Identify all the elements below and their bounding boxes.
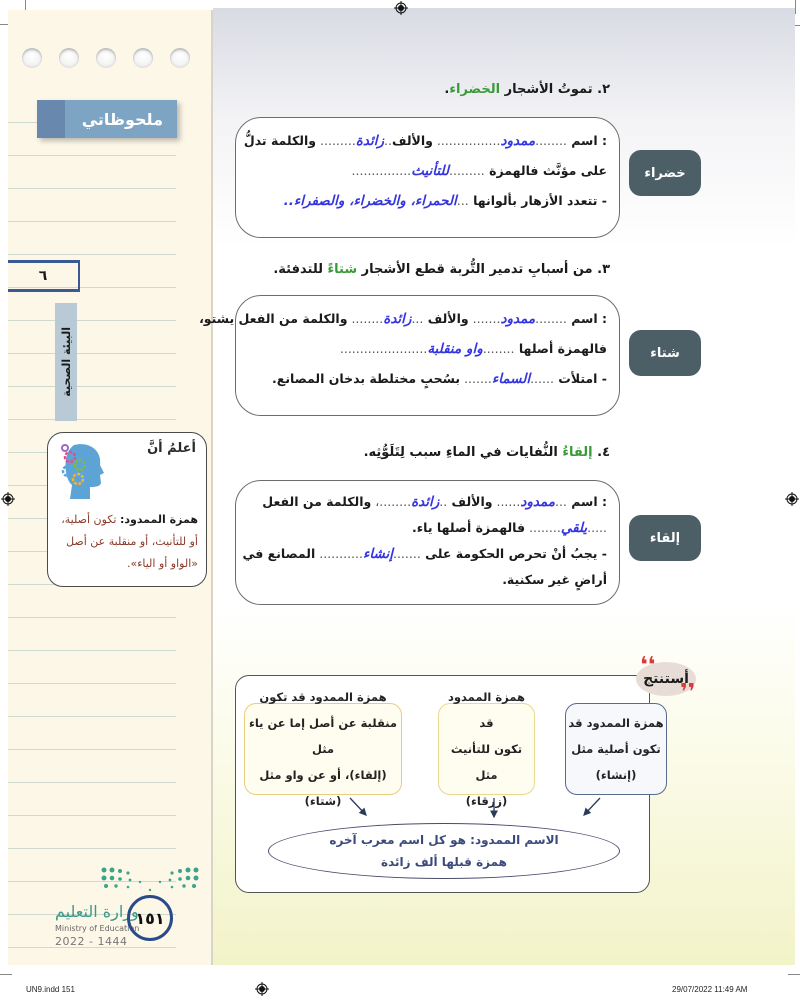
know-term: همزة الممدود: bbox=[119, 513, 198, 526]
definition-line: همزة قبلها ألف زائدة bbox=[381, 855, 507, 869]
exercise-text: والكلمة من الفعل يشتو، bbox=[199, 311, 348, 326]
exercise-line bbox=[242, 186, 607, 216]
binder-hole bbox=[59, 48, 79, 68]
notebook-rule bbox=[8, 848, 176, 849]
crop-mark bbox=[788, 974, 800, 975]
know-text: تكون أصلية، أو للتأنيث، أو منقلبة عن أصل «الواو أو الياء». bbox=[61, 513, 198, 570]
exercise-text: المصانع في bbox=[242, 546, 316, 561]
arrow-icon bbox=[350, 798, 366, 815]
registration-mark-icon bbox=[394, 1, 408, 15]
exercise-text: والألف bbox=[391, 133, 433, 148]
fill-in-dots: ....... bbox=[460, 371, 492, 386]
exercise-title-suffix: للتدفئة. bbox=[273, 262, 328, 277]
footer-timestamp: 29/07/2022 11:49 AM bbox=[672, 985, 748, 994]
handwritten-answer[interactable]: زائدة bbox=[383, 311, 412, 327]
exercise-text: بسُحبٍ مختلطة بدخان المصانع. bbox=[272, 371, 461, 386]
notebook-rule bbox=[8, 221, 176, 222]
ministry-english-name: Ministry of Education bbox=[55, 924, 140, 933]
brain-gears-icon bbox=[56, 441, 106, 501]
fill-in-dots: ........ bbox=[535, 133, 567, 148]
fill-in-dots: .. bbox=[439, 494, 448, 509]
conclusion-badge-label: أستنتج bbox=[643, 671, 689, 687]
fill-in-dots: ....... bbox=[392, 546, 421, 561]
page-number bbox=[127, 895, 173, 941]
notes-title-tab bbox=[37, 100, 177, 138]
exercise-title-suffix: . bbox=[444, 82, 450, 97]
card-line: همزة الممدود قد تكون bbox=[259, 690, 387, 704]
fill-in-dots: ........ bbox=[482, 341, 515, 356]
card-line: (إنشاء) bbox=[595, 768, 637, 782]
exercise-text: فالهمزة أصلها bbox=[514, 341, 607, 356]
notebook-rule bbox=[8, 155, 176, 156]
crop-mark bbox=[0, 974, 12, 975]
exercise-title bbox=[444, 82, 610, 97]
exercise-title bbox=[273, 262, 610, 277]
fill-in-dots: ......... bbox=[449, 163, 485, 178]
exercise-text: - امتلأت bbox=[553, 371, 607, 386]
conclusion-card-original bbox=[565, 703, 667, 795]
unit-number-box bbox=[8, 260, 80, 292]
exercise-word-tag bbox=[629, 515, 701, 561]
handwritten-answer[interactable]: إنشاء bbox=[362, 546, 393, 562]
notebook-rule bbox=[8, 254, 176, 255]
exercise-title-text: ٢. تموتُ الأشجار bbox=[500, 82, 610, 97]
page-number-text: ١٥١ bbox=[135, 908, 165, 928]
binder-hole bbox=[170, 48, 190, 68]
exercise-text: : اسم bbox=[566, 494, 607, 509]
exercise-line bbox=[242, 489, 607, 515]
handwritten-answer[interactable]: واو منقلبة bbox=[427, 341, 483, 357]
notebook-rule bbox=[8, 782, 176, 783]
handwritten-answer[interactable]: الحمراء، والخضراء، والصفراء.. bbox=[283, 193, 457, 209]
fill-in-dots: ...................... bbox=[339, 341, 428, 356]
exercise-text: - تتعدد الأزهار بألوانها bbox=[468, 193, 607, 208]
fill-in-dots: ................ bbox=[432, 133, 501, 148]
exercise-text: والكلمة من الفعل bbox=[262, 494, 372, 509]
card-line: همزة الممدود قد bbox=[568, 716, 664, 730]
notebook-rule bbox=[8, 716, 176, 717]
fill-in-dots: ...... bbox=[492, 494, 521, 509]
notebook-rule bbox=[8, 617, 176, 618]
quote-open-icon: ❛❛ bbox=[640, 653, 656, 678]
exercise-word-tag bbox=[629, 150, 701, 196]
fill-in-dots: ............... bbox=[351, 163, 412, 178]
exercise-text: والكلمة تدلُّ bbox=[243, 133, 317, 148]
registration-mark-icon bbox=[1, 492, 15, 506]
exercise-title-text: ٣. من أسبابِ تدمير التُّربة قطع الأشجار bbox=[357, 262, 610, 277]
fill-in-dots: ..... bbox=[587, 520, 607, 535]
card-line: (زرقاء) bbox=[465, 794, 508, 808]
exercise-word-label: خضراء bbox=[644, 165, 686, 181]
did-you-know-box bbox=[47, 432, 207, 587]
ministry-dots-icon bbox=[100, 866, 200, 894]
exercise-line bbox=[242, 567, 607, 593]
card-line: (إلقاء)، أو عن واو مثل (شتاء) bbox=[259, 768, 387, 808]
binder-hole bbox=[133, 48, 153, 68]
binder-hole bbox=[96, 48, 116, 68]
exercise-text: فالهمزة أصلها ياء. bbox=[412, 520, 526, 535]
unit-number: ٦ bbox=[38, 268, 48, 284]
exercise-line bbox=[242, 126, 607, 156]
exercise-word-tag bbox=[629, 330, 701, 376]
exercise-highlight-word: الخضراء bbox=[449, 82, 501, 97]
definition-ellipse bbox=[268, 823, 620, 879]
exercise-title-text: ٤. bbox=[592, 445, 610, 460]
notes-title: ملحوظاتي bbox=[81, 109, 163, 129]
conclusion-arrows bbox=[330, 795, 630, 825]
unit-name-ribbon bbox=[55, 303, 77, 421]
fill-in-dots: .. bbox=[383, 133, 392, 148]
fill-in-dots: ......... bbox=[316, 133, 356, 148]
ministry-arabic-name: وزارة التعليم bbox=[55, 902, 139, 921]
card-line: همزة الممدود قد bbox=[447, 690, 525, 730]
notebook-rule bbox=[8, 320, 176, 321]
conclusion-card-converted bbox=[244, 690, 402, 808]
handwritten-answer[interactable]: ممدود bbox=[520, 494, 555, 510]
exercise-text: والألف bbox=[423, 311, 469, 326]
exercise-text: على مؤنَّث فالهمزة bbox=[484, 163, 607, 178]
unit-name: البيئة الصحية bbox=[59, 327, 73, 397]
exercise-line bbox=[242, 156, 607, 186]
exercise-title bbox=[364, 445, 610, 460]
exercise-highlight-word: شتاءً bbox=[327, 262, 358, 277]
handwritten-answer[interactable]: ممدود bbox=[500, 133, 536, 149]
crop-mark bbox=[795, 0, 796, 14]
card-line: تكون أصلية مثل bbox=[571, 742, 661, 756]
fill-in-dots: ... bbox=[456, 193, 469, 208]
fill-in-dots: ....... bbox=[468, 311, 501, 326]
handwritten-answer[interactable]: السماء bbox=[491, 371, 531, 387]
fill-in-dots: ... bbox=[411, 311, 424, 326]
notebook-rule bbox=[8, 188, 176, 189]
notebook-rule bbox=[8, 650, 176, 651]
footer-file: UN9.indd 151 bbox=[26, 985, 75, 994]
notebook-rule bbox=[8, 815, 176, 816]
fill-in-dots: ........... bbox=[315, 546, 363, 561]
notebook-rule bbox=[8, 353, 176, 354]
binder-hole bbox=[22, 48, 42, 68]
card-line: تكون للتأنيث مثل bbox=[450, 742, 523, 782]
exercise-text: والألف bbox=[447, 494, 493, 509]
exercise-text: أراضٍ غير سكنية. bbox=[502, 572, 607, 587]
notebook-rule bbox=[8, 419, 176, 420]
fill-in-dots: ... bbox=[554, 494, 567, 509]
quote-close-icon: ❜❜ bbox=[680, 680, 696, 705]
exercise-answer-box bbox=[235, 480, 620, 605]
ministry-year: 2022 - 1444 bbox=[55, 935, 128, 948]
handwritten-answer[interactable]: للتأنيث bbox=[411, 163, 450, 179]
registration-mark-icon bbox=[255, 982, 269, 996]
card-line: منقلبة عن أصل إما عن ياء مثل bbox=[248, 716, 398, 756]
notebook-rule bbox=[8, 749, 176, 750]
exercise-answer-box bbox=[199, 295, 620, 416]
ministry-logo bbox=[55, 862, 195, 957]
exercise-text: : اسم bbox=[566, 311, 607, 326]
exercise-answer-box bbox=[235, 117, 620, 238]
exercise-line bbox=[242, 364, 607, 394]
arrow-icon bbox=[584, 798, 600, 815]
exercise-text: - يجبُ أنْ تحرص الحكومة على bbox=[420, 546, 607, 561]
exercise-line bbox=[242, 541, 607, 567]
handwritten-answer[interactable]: زائدة bbox=[355, 133, 384, 149]
exercise-line bbox=[199, 304, 607, 334]
fill-in-dots: ........ bbox=[535, 311, 567, 326]
exercise-line bbox=[242, 515, 607, 541]
fill-in-dots: ...... bbox=[530, 371, 554, 386]
definition-line: الاسم الممدود: هو كل اسم معرب آخره bbox=[329, 833, 559, 847]
handwritten-answer[interactable]: زائدة bbox=[411, 494, 440, 510]
exercise-text: : اسم bbox=[566, 133, 607, 148]
fill-in-dots: ........، bbox=[371, 494, 412, 509]
exercise-highlight-word: إلقاءُ bbox=[562, 445, 593, 460]
notebook-rule bbox=[8, 386, 176, 387]
handwritten-answer[interactable]: يلقي bbox=[560, 520, 588, 536]
exercise-line bbox=[242, 334, 607, 364]
fill-in-dots: ........ bbox=[525, 520, 561, 535]
exercise-word-label: شتاء bbox=[650, 345, 680, 361]
know-box-title: أعلمُ أنَّ bbox=[147, 441, 196, 456]
notebook-rule bbox=[8, 683, 176, 684]
handwritten-answer[interactable]: ممدود bbox=[500, 311, 536, 327]
exercise-word-label: إلقاء bbox=[649, 530, 681, 546]
exercise-title-suffix: النُّفايات في الماءِ سبب لِتَلَوُّثِه. bbox=[363, 445, 563, 460]
know-box-body bbox=[54, 509, 198, 575]
conclusion-card-feminine bbox=[438, 690, 535, 808]
registration-mark-icon bbox=[785, 492, 799, 506]
fill-in-dots: ........ bbox=[347, 311, 384, 326]
